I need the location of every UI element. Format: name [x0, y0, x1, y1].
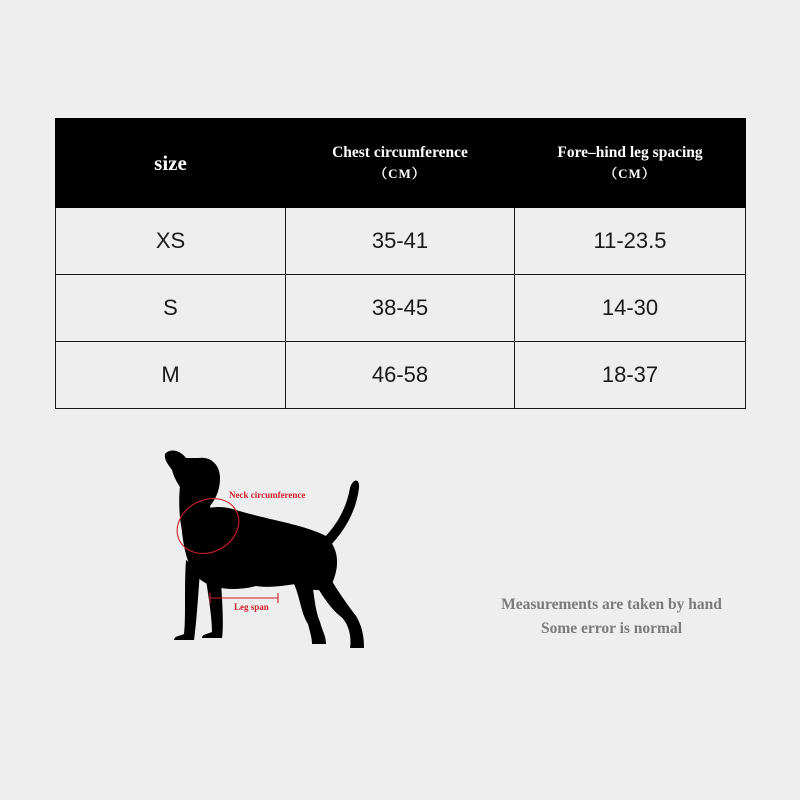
- header-chest: [286, 119, 515, 208]
- note-line-2: Some error is normal: [540, 620, 683, 637]
- dog-silhouette: [165, 451, 364, 648]
- cell-leg-spacing: 18-37: [515, 342, 746, 409]
- cell-chest: 46-58: [286, 342, 515, 409]
- header-leg-title: Fore–hind leg spacing: [557, 144, 703, 161]
- header-leg-unit: （CM）: [604, 166, 656, 181]
- table-row: [56, 275, 746, 342]
- cell-chest: 38-45: [286, 275, 515, 342]
- cell-size: XS: [56, 208, 286, 275]
- dog-measurement-diagram: [150, 440, 390, 670]
- cell-leg-spacing: 14-30: [515, 275, 746, 342]
- measurement-note: [470, 593, 753, 641]
- header-size-title: size: [154, 151, 187, 175]
- table-row: [56, 208, 746, 275]
- cell-chest: 35-41: [286, 208, 515, 275]
- table-header-row: [56, 119, 746, 208]
- table-row: [56, 342, 746, 409]
- note-line-1: Measurements are taken by hand: [501, 596, 722, 613]
- size-chart-table: [55, 118, 746, 409]
- cell-size: M: [56, 342, 286, 409]
- header-chest-unit: （CM）: [374, 166, 426, 181]
- cell-leg-spacing: 11-23.5: [515, 208, 746, 275]
- header-leg-spacing: [515, 119, 746, 208]
- header-size: [56, 119, 286, 208]
- leg-span-label: Leg span: [234, 602, 269, 612]
- neck-circumference-label: Neck circumference: [229, 490, 306, 500]
- cell-size: S: [56, 275, 286, 342]
- header-chest-title: Chest circumference: [332, 144, 468, 161]
